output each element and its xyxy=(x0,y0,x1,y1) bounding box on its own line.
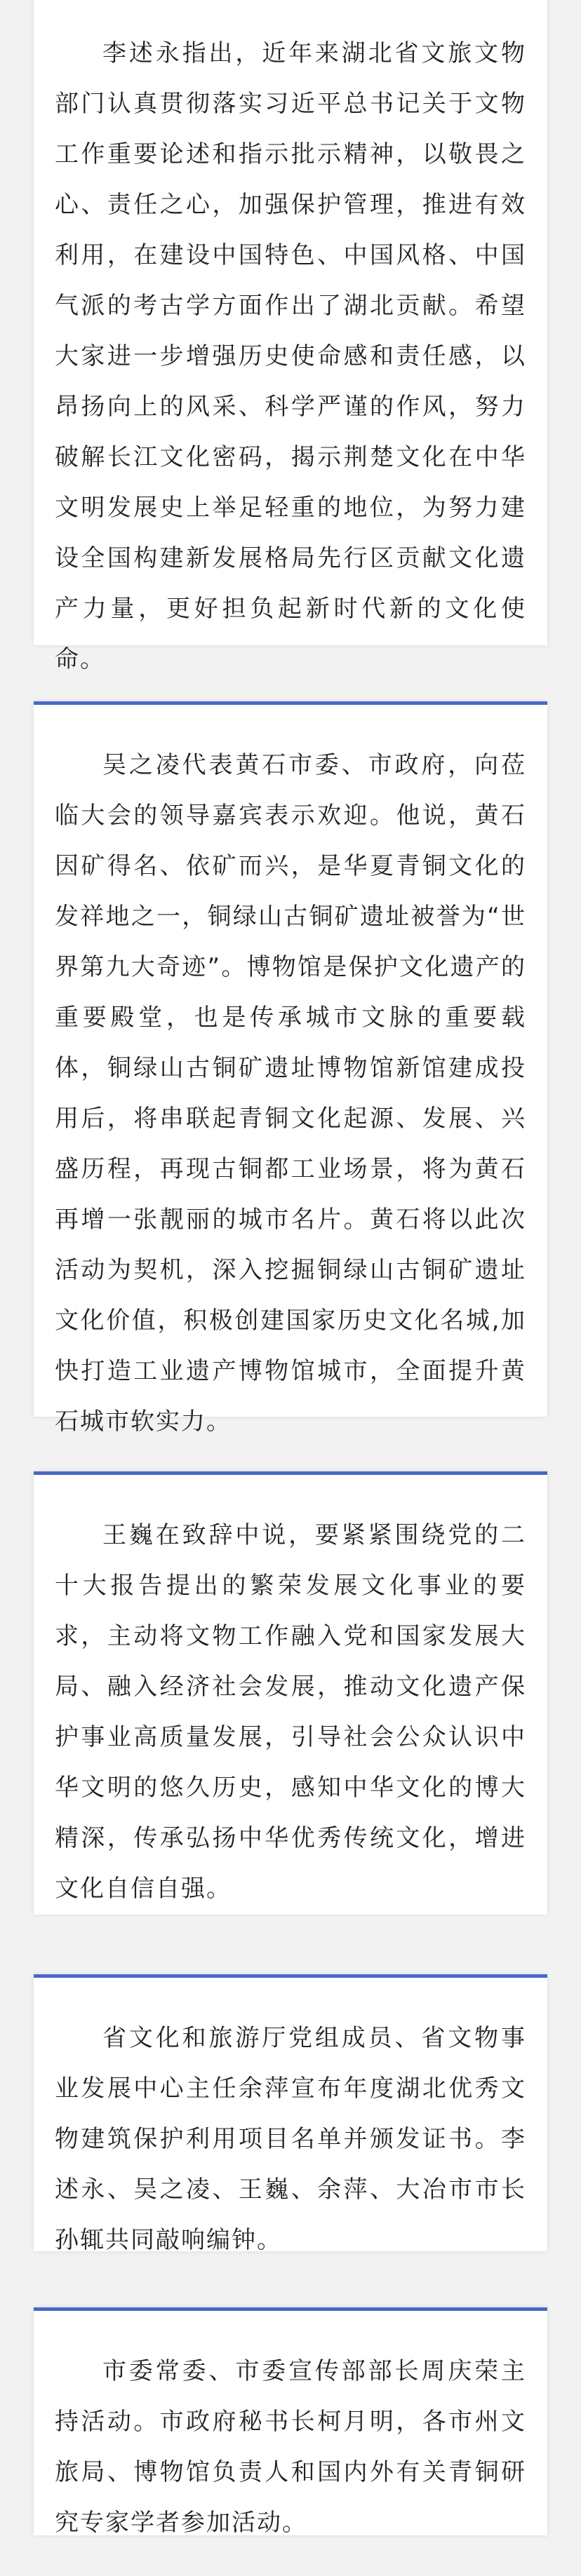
paragraph-text: 吴之凌代表黄石市委、市政府，向莅临大会的领导嘉宾表示欢迎。他说，黄石因矿得名、依矿而兴，是华夏青铜文化的发祥地之一，铜绿山古铜矿遗址被誉为“世界第九大奇迹”。博物馆是保护文化遗产的重要殿堂，也是传承城市文脉的重要载体，铜绿山古铜矿遗址博物馆新馆建成投用后，将串联起青铜文化起源、发展、兴盛历程，再现古铜都工业场景，将为黄石再增一张靓丽的城市名片。黄石将以此次活动为契机，深入挖掘铜绿山古铜矿遗址文化价值，积极创建国家历史文化名城,加快打造工业遗产博物馆城市，全面提升黄石城市软实力。 xyxy=(55,751,526,1436)
paragraph-card-5 xyxy=(34,2307,547,2535)
paragraph-text: 李述永指出，近年来湖北省文旅文物部门认真贯彻落实习近平总书记关于文物工作重要论述和指示批示精神，以敬畏之心、责任之心，加强保护管理，推进有效利用，在建设中国特色、中国风格、中国气派的考古学方面作出了湖北贡献。希望大家进一步增强历史使命感和责任感，以昂扬向上的风采、科学严谨的作风，努力破解长江文化密码，揭示荆楚文化在中华文明发展史上举足轻重的地位，为努力建设全国构建新发展格局先行区贡献文化遗产力量，更好担负起新时代新的文化使命。 xyxy=(55,39,526,673)
paragraph-text: 市委常委、市委宣传部部长周庆荣主持活动。市政府秘书长柯月明，各市州文旅局、博物馆负责人和国内外有关青铜研究专家学者参加活动。 xyxy=(55,2357,526,2537)
paragraph-card-2 xyxy=(34,701,547,1436)
paragraph-text: 王巍在致辞中说，要紧紧围绕党的二十大报告提出的繁荣发展文化事业的要求，主动将文物工作融入党和国家发展大局、融入经济社会发展，推动文化遗产保护事业高质量发展，引导社会公众认识中华文明的悠久历史，感知中华文化的博大精深，传承弘扬中华优秀传统文化，增进文化自信自强。 xyxy=(55,1521,526,1903)
paragraph-card-3 xyxy=(34,1471,547,1915)
paragraph-card-1 xyxy=(34,0,547,673)
paragraph-card-4 xyxy=(34,1974,547,2254)
paragraph-text: 省文化和旅游厅党组成员、省文物事业发展中心主任余萍宣布年度湖北优秀文物建筑保护利用项目名单并颁发证书。李述永、吴之凌、王巍、余萍、大冶市市长孙辄共同敲响编钟。 xyxy=(55,2024,526,2254)
